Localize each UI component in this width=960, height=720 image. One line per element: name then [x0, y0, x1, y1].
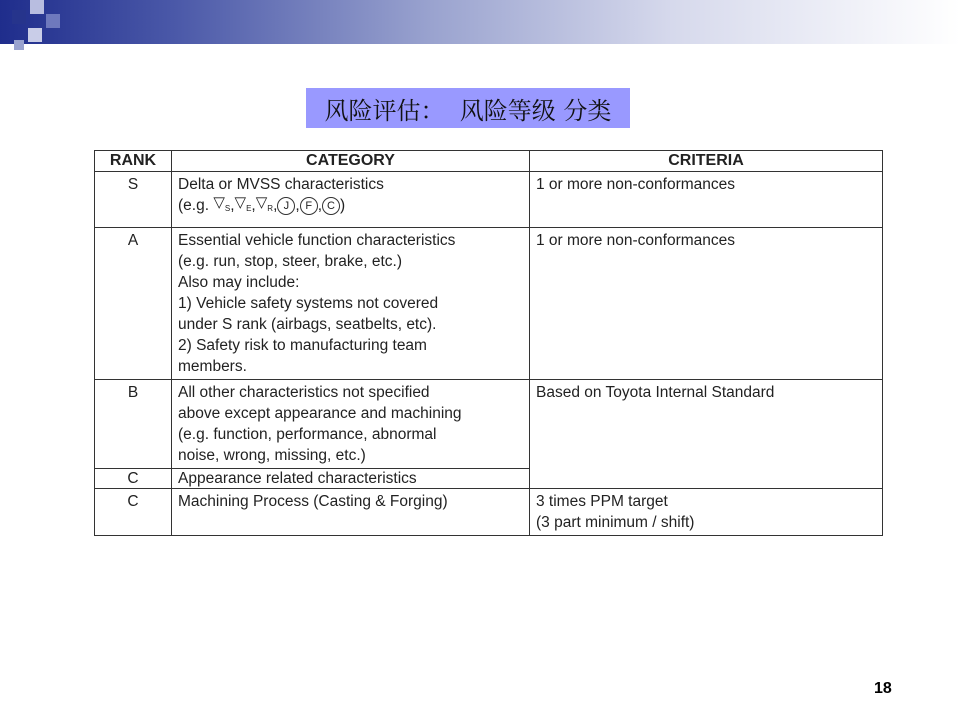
category-cell — [172, 380, 530, 469]
table-row-s — [95, 172, 883, 228]
category-line: 2) Safety risk to manufacturing team — [178, 337, 427, 354]
circle-j-icon: J — [277, 197, 295, 215]
symbol-prefix: (e.g. — [178, 197, 214, 215]
category-line: above except appearance and machining — [178, 405, 462, 422]
header-gradient-bar — [0, 0, 960, 44]
rank-cell: A — [95, 228, 172, 380]
rank-cell: B — [95, 380, 172, 469]
triangle-e-icon: $▽_E$ — [234, 194, 252, 213]
category-line: Also may include: — [178, 274, 300, 291]
deco-square-light — [30, 0, 44, 14]
triangle-r-icon: $▽_R$ — [255, 194, 274, 213]
category-line: (e.g. function, performance, abnormal — [178, 426, 437, 443]
category-line: Essential vehicle function characteristics — [178, 232, 456, 249]
category-cell — [172, 172, 530, 228]
category-line: members. — [178, 358, 247, 375]
separator: , — [251, 197, 256, 215]
deco-square-dark — [12, 10, 26, 24]
slide-title: 风险评估： 风险等级 分类 — [306, 88, 630, 128]
criteria-line: 1 or more non-conformances — [536, 176, 736, 193]
category-line: (e.g. run, stop, steer, brake, etc.) — [178, 253, 402, 270]
rank-cell: C — [95, 469, 172, 489]
header-rank: RANK — [95, 151, 172, 172]
circle-c-icon: C — [322, 197, 340, 215]
rank-cell: C — [95, 489, 172, 536]
category-line: All other characteristics not specified — [178, 384, 430, 401]
criteria-cell — [530, 172, 883, 228]
table-row-b — [95, 380, 883, 469]
category-cell — [172, 228, 530, 380]
table-header-row — [95, 151, 883, 172]
symbol-suffix: ) — [340, 197, 346, 215]
rank-cell: S — [95, 172, 172, 228]
symbol-example-line — [178, 195, 523, 217]
criteria-line: (3 part minimum / shift) — [536, 514, 695, 531]
separator: , — [295, 197, 300, 215]
table-row-a — [95, 228, 883, 380]
deco-square-mid — [46, 14, 60, 28]
page-number: 18 — [874, 680, 892, 697]
criteria-cell — [530, 228, 883, 380]
category-line: noise, wrong, missing, etc.) — [178, 447, 366, 464]
deco-square-mid — [14, 40, 24, 50]
header-criteria: CRITERIA — [530, 151, 883, 172]
separator: , — [230, 197, 235, 215]
deco-square-light — [28, 28, 42, 42]
category-line: under S rank (airbags, seatbelts, etc). — [178, 316, 437, 333]
criteria-cell — [530, 380, 883, 489]
category-line: Delta or MVSS characteristics — [178, 176, 384, 193]
triangle-s-icon: $▽_S$ — [213, 194, 231, 213]
separator: , — [273, 197, 278, 215]
header-category: CATEGORY — [172, 151, 530, 172]
criteria-line: Based on Toyota Internal Standard — [536, 384, 775, 401]
separator: , — [317, 197, 322, 215]
criteria-line: 3 times PPM target — [536, 493, 668, 510]
category-line: 1) Vehicle safety systems not covered — [178, 295, 439, 312]
circle-f-icon: F — [300, 197, 318, 215]
criteria-line: 1 or more non-conformances — [536, 232, 736, 249]
risk-rank-table — [94, 150, 883, 536]
category-line: Machining Process (Casting & Forging) — [178, 493, 448, 510]
category-line: Appearance related characteristics — [178, 470, 417, 487]
table-row-c-machining — [95, 489, 883, 536]
category-cell — [172, 489, 530, 536]
category-cell — [172, 469, 530, 489]
criteria-cell — [530, 489, 883, 536]
